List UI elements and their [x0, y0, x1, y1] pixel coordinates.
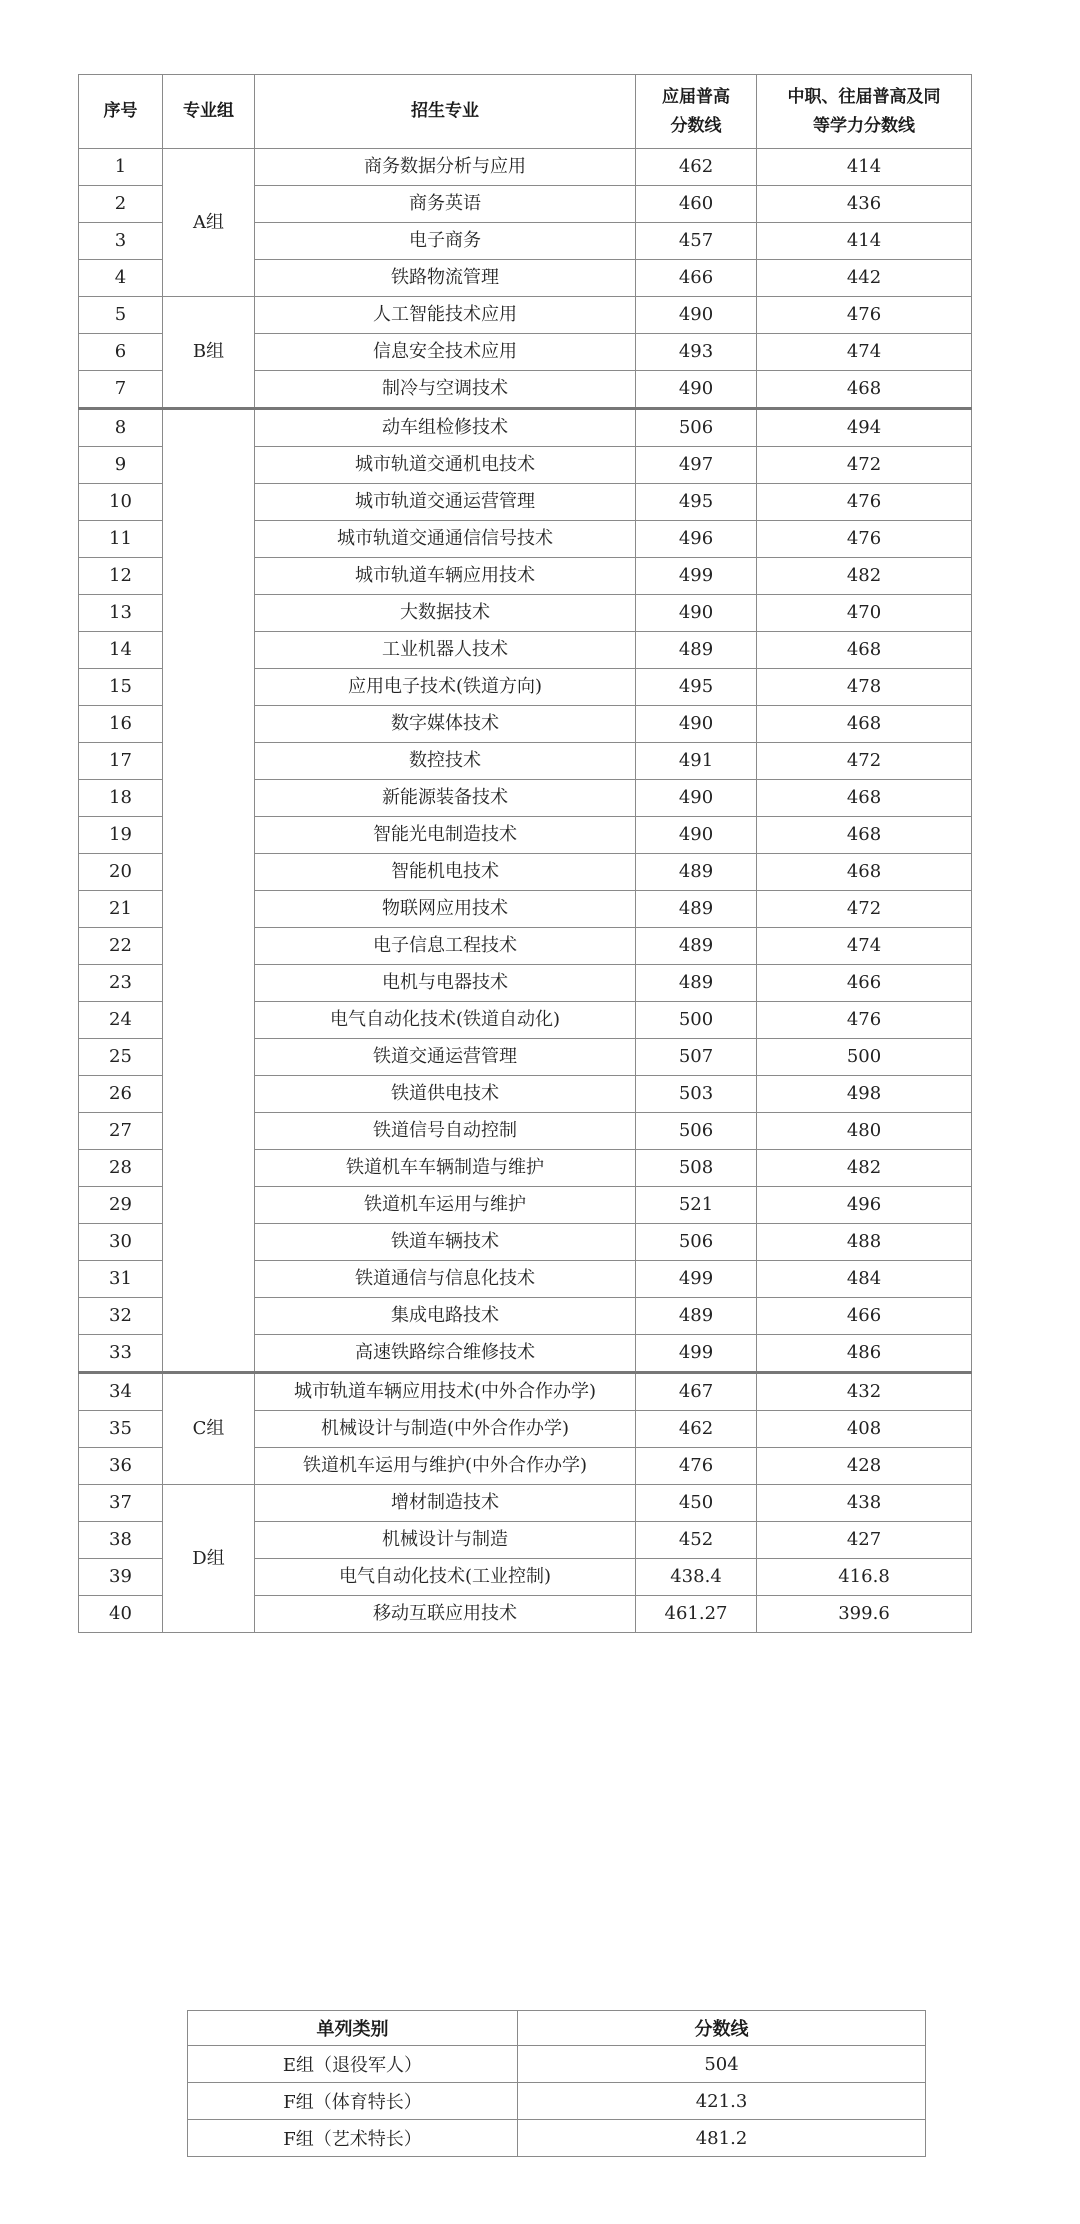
- header-category: 单列类别: [188, 2011, 518, 2046]
- special-category-table: [187, 2010, 926, 2157]
- header-score: 分数线: [518, 2011, 926, 2046]
- cell-major: 铁道通信与信息化技术: [255, 1261, 636, 1298]
- cell-group: B组: [163, 297, 255, 409]
- cell-other-score: 480: [757, 1113, 972, 1150]
- cell-fresh-score: 489: [636, 965, 757, 1002]
- cell-other-score: 408: [757, 1411, 972, 1448]
- cell-other-score: 436: [757, 186, 972, 223]
- cell-fresh-score: 506: [636, 1113, 757, 1150]
- cell-index: 36: [79, 1448, 163, 1485]
- cell-other-score: 496: [757, 1187, 972, 1224]
- cell-score: 504: [518, 2046, 926, 2083]
- cell-fresh-score: 496: [636, 521, 757, 558]
- cell-index: 17: [79, 743, 163, 780]
- header-other-line2: 等学力分数线: [813, 115, 915, 136]
- cell-index: 23: [79, 965, 163, 1002]
- header-major: 招生专业: [255, 75, 636, 149]
- cell-other-score: 500: [757, 1039, 972, 1076]
- header-fresh-line2: 分数线: [670, 115, 722, 136]
- cell-other-score: 468: [757, 817, 972, 854]
- cell-fresh-score: 462: [636, 149, 757, 186]
- cell-fresh-score: 489: [636, 854, 757, 891]
- cell-other-score: 498: [757, 1076, 972, 1113]
- cell-index: 26: [79, 1076, 163, 1113]
- cell-other-score: 432: [757, 1373, 972, 1411]
- cell-index: 9: [79, 447, 163, 484]
- cell-major: 动车组检修技术: [255, 409, 636, 447]
- cell-fresh-score: 495: [636, 484, 757, 521]
- cell-major: 铁路物流管理: [255, 260, 636, 297]
- cell-category: F组（体育特长）: [188, 2083, 518, 2120]
- header-fresh-score: [636, 75, 757, 149]
- cell-index: 37: [79, 1485, 163, 1522]
- cell-major: 应用电子技术(铁道方向): [255, 669, 636, 706]
- special-row: [188, 2046, 926, 2083]
- cell-other-score: 472: [757, 447, 972, 484]
- cell-fresh-score: 462: [636, 1411, 757, 1448]
- cell-fresh-score: 506: [636, 1224, 757, 1261]
- cell-major: 电气自动化技术(工业控制): [255, 1559, 636, 1596]
- cell-major: 铁道机车运用与维护: [255, 1187, 636, 1224]
- cell-major: 工业机器人技术: [255, 632, 636, 669]
- cell-other-score: 399.6: [757, 1596, 972, 1633]
- cell-other-score: 468: [757, 706, 972, 743]
- table-row: [79, 297, 972, 334]
- table-row: [79, 149, 972, 186]
- cell-major: 城市轨道交通运营管理: [255, 484, 636, 521]
- cell-major: 城市轨道交通通信信号技术: [255, 521, 636, 558]
- table-row: [79, 1485, 972, 1522]
- cell-fresh-score: 489: [636, 632, 757, 669]
- cell-fresh-score: 489: [636, 1298, 757, 1335]
- header-group: 专业组: [163, 75, 255, 149]
- cell-index: 21: [79, 891, 163, 928]
- cell-major: 城市轨道车辆应用技术: [255, 558, 636, 595]
- cell-other-score: 468: [757, 371, 972, 409]
- cell-major: 增材制造技术: [255, 1485, 636, 1522]
- cell-other-score: 476: [757, 521, 972, 558]
- cell-major: 集成电路技术: [255, 1298, 636, 1335]
- cell-major: 制冷与空调技术: [255, 371, 636, 409]
- cell-other-score: 486: [757, 1335, 972, 1373]
- cell-fresh-score: 438.4: [636, 1559, 757, 1596]
- cell-fresh-score: 490: [636, 595, 757, 632]
- cell-index: 6: [79, 334, 163, 371]
- cell-major: 铁道车辆技术: [255, 1224, 636, 1261]
- cell-major: 电气自动化技术(铁道自动化): [255, 1002, 636, 1039]
- cell-other-score: 476: [757, 297, 972, 334]
- cell-other-score: 468: [757, 632, 972, 669]
- cell-other-score: 416.8: [757, 1559, 972, 1596]
- cell-other-score: 482: [757, 1150, 972, 1187]
- cell-index: 18: [79, 780, 163, 817]
- cell-major: 物联网应用技术: [255, 891, 636, 928]
- cell-fresh-score: 508: [636, 1150, 757, 1187]
- cell-major: 商务数据分析与应用: [255, 149, 636, 186]
- cell-fresh-score: 490: [636, 706, 757, 743]
- cell-index: 31: [79, 1261, 163, 1298]
- cell-major: 城市轨道交通机电技术: [255, 447, 636, 484]
- cell-index: 3: [79, 223, 163, 260]
- cell-major: 智能光电制造技术: [255, 817, 636, 854]
- cell-index: 12: [79, 558, 163, 595]
- cell-index: 13: [79, 595, 163, 632]
- cell-fresh-score: 493: [636, 334, 757, 371]
- cell-index: 33: [79, 1335, 163, 1373]
- cell-major: 铁道机车运用与维护(中外合作办学): [255, 1448, 636, 1485]
- cell-fresh-score: 500: [636, 1002, 757, 1039]
- cell-fresh-score: 460: [636, 186, 757, 223]
- cell-fresh-score: 490: [636, 780, 757, 817]
- cell-index: 30: [79, 1224, 163, 1261]
- cell-index: 10: [79, 484, 163, 521]
- cell-other-score: 442: [757, 260, 972, 297]
- cell-major: 人工智能技术应用: [255, 297, 636, 334]
- cell-fresh-score: 466: [636, 260, 757, 297]
- cell-fresh-score: 489: [636, 928, 757, 965]
- cell-other-score: 476: [757, 1002, 972, 1039]
- cell-index: 4: [79, 260, 163, 297]
- cell-fresh-score: 499: [636, 1335, 757, 1373]
- cell-other-score: 482: [757, 558, 972, 595]
- cell-other-score: 468: [757, 780, 972, 817]
- cell-index: 11: [79, 521, 163, 558]
- cell-major: 铁道交通运营管理: [255, 1039, 636, 1076]
- header-index: 序号: [79, 75, 163, 149]
- cell-other-score: 466: [757, 965, 972, 1002]
- cell-fresh-score: 507: [636, 1039, 757, 1076]
- cell-fresh-score: 476: [636, 1448, 757, 1485]
- cell-index: 5: [79, 297, 163, 334]
- cell-major: 高速铁路综合维修技术: [255, 1335, 636, 1373]
- cell-fresh-score: 461.27: [636, 1596, 757, 1633]
- cell-other-score: 472: [757, 743, 972, 780]
- cell-other-score: 428: [757, 1448, 972, 1485]
- cell-index: 20: [79, 854, 163, 891]
- cell-category: F组（艺术特长）: [188, 2120, 518, 2157]
- cell-fresh-score: 452: [636, 1522, 757, 1559]
- cell-fresh-score: 506: [636, 409, 757, 447]
- cell-other-score: 468: [757, 854, 972, 891]
- header-fresh-line1: 应届普高: [662, 86, 730, 107]
- header-other-score: [757, 75, 972, 149]
- cell-other-score: 488: [757, 1224, 972, 1261]
- cell-fresh-score: 457: [636, 223, 757, 260]
- special-header-row: [188, 2011, 926, 2046]
- cell-major: 机械设计与制造(中外合作办学): [255, 1411, 636, 1448]
- cell-major: 电子信息工程技术: [255, 928, 636, 965]
- cell-index: 38: [79, 1522, 163, 1559]
- cell-group: D组: [163, 1485, 255, 1633]
- cell-fresh-score: 489: [636, 891, 757, 928]
- cell-fresh-score: 490: [636, 371, 757, 409]
- cell-index: 34: [79, 1373, 163, 1411]
- cell-index: 29: [79, 1187, 163, 1224]
- cell-index: 35: [79, 1411, 163, 1448]
- cell-index: 19: [79, 817, 163, 854]
- cell-other-score: 478: [757, 669, 972, 706]
- cell-fresh-score: 503: [636, 1076, 757, 1113]
- cell-other-score: 414: [757, 149, 972, 186]
- cell-group: [163, 409, 255, 1373]
- cell-major: 智能机电技术: [255, 854, 636, 891]
- cell-other-score: 476: [757, 484, 972, 521]
- cell-group: A组: [163, 149, 255, 297]
- cell-index: 7: [79, 371, 163, 409]
- cell-major: 铁道机车车辆制造与维护: [255, 1150, 636, 1187]
- cell-major: 电机与电器技术: [255, 965, 636, 1002]
- cell-index: 15: [79, 669, 163, 706]
- cell-major: 大数据技术: [255, 595, 636, 632]
- table-row: [79, 409, 972, 447]
- cell-major: 城市轨道车辆应用技术(中外合作办学): [255, 1373, 636, 1411]
- special-row: [188, 2083, 926, 2120]
- table-row: [79, 1373, 972, 1411]
- cell-fresh-score: 490: [636, 297, 757, 334]
- cell-index: 32: [79, 1298, 163, 1335]
- cell-other-score: 414: [757, 223, 972, 260]
- special-row: [188, 2120, 926, 2157]
- table-header-row: [79, 75, 972, 149]
- cell-group: C组: [163, 1373, 255, 1485]
- cell-major: 数字媒体技术: [255, 706, 636, 743]
- cell-other-score: 427: [757, 1522, 972, 1559]
- cell-fresh-score: 497: [636, 447, 757, 484]
- cell-fresh-score: 467: [636, 1373, 757, 1411]
- cell-major: 信息安全技术应用: [255, 334, 636, 371]
- cell-fresh-score: 495: [636, 669, 757, 706]
- cell-major: 新能源装备技术: [255, 780, 636, 817]
- cell-other-score: 474: [757, 928, 972, 965]
- cell-index: 27: [79, 1113, 163, 1150]
- cell-major: 数控技术: [255, 743, 636, 780]
- cell-fresh-score: 521: [636, 1187, 757, 1224]
- cell-index: 22: [79, 928, 163, 965]
- cell-fresh-score: 490: [636, 817, 757, 854]
- cell-other-score: 472: [757, 891, 972, 928]
- header-other-line1: 中职、往届普高及同: [787, 86, 941, 107]
- cell-major: 移动互联应用技术: [255, 1596, 636, 1633]
- cell-index: 8: [79, 409, 163, 447]
- cell-index: 24: [79, 1002, 163, 1039]
- cell-index: 2: [79, 186, 163, 223]
- cell-fresh-score: 450: [636, 1485, 757, 1522]
- cell-index: 39: [79, 1559, 163, 1596]
- cell-index: 28: [79, 1150, 163, 1187]
- cell-other-score: 474: [757, 334, 972, 371]
- cell-major: 商务英语: [255, 186, 636, 223]
- cell-other-score: 438: [757, 1485, 972, 1522]
- cell-score: 481.2: [518, 2120, 926, 2157]
- cell-other-score: 470: [757, 595, 972, 632]
- cell-index: 40: [79, 1596, 163, 1633]
- cell-major: 铁道信号自动控制: [255, 1113, 636, 1150]
- cell-fresh-score: 491: [636, 743, 757, 780]
- cell-index: 14: [79, 632, 163, 669]
- cell-index: 1: [79, 149, 163, 186]
- cell-other-score: 466: [757, 1298, 972, 1335]
- cell-major: 机械设计与制造: [255, 1522, 636, 1559]
- cell-index: 16: [79, 706, 163, 743]
- cell-category: E组（退役军人）: [188, 2046, 518, 2083]
- cell-fresh-score: 499: [636, 558, 757, 595]
- admission-score-table: [78, 74, 972, 1633]
- cell-score: 421.3: [518, 2083, 926, 2120]
- cell-major: 电子商务: [255, 223, 636, 260]
- cell-major: 铁道供电技术: [255, 1076, 636, 1113]
- cell-other-score: 484: [757, 1261, 972, 1298]
- cell-fresh-score: 499: [636, 1261, 757, 1298]
- cell-index: 25: [79, 1039, 163, 1076]
- cell-other-score: 494: [757, 409, 972, 447]
